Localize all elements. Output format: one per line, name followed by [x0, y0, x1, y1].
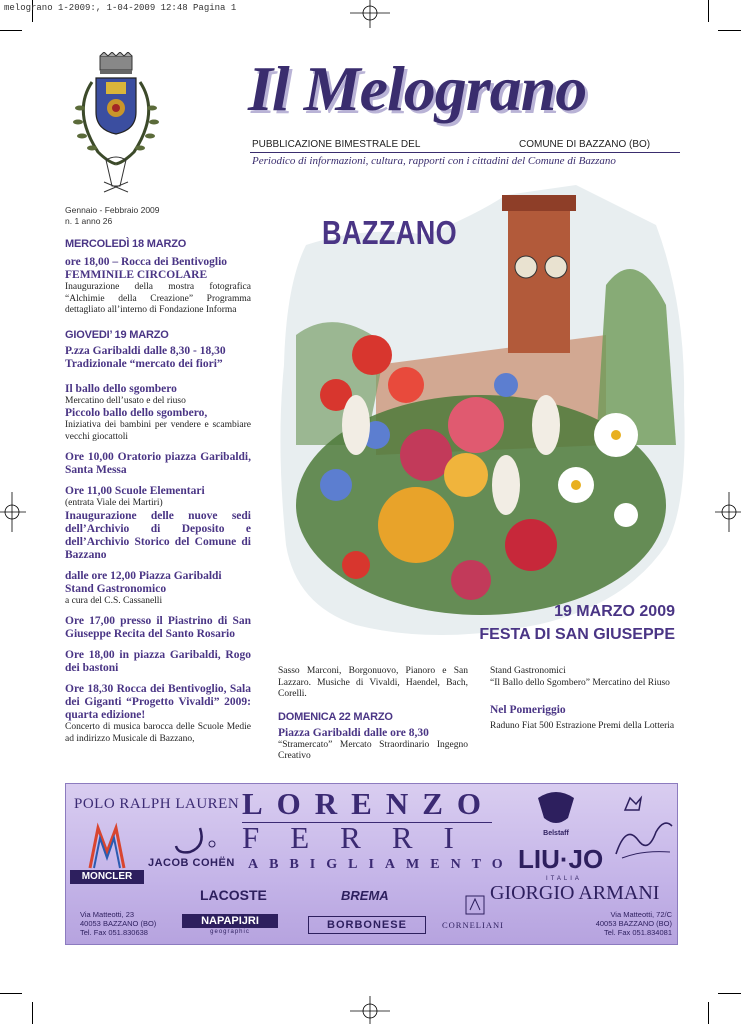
address-line: Via Matteotti, 23: [80, 910, 135, 919]
day-heading: DOMENICA 22 MARZO: [278, 710, 393, 723]
ad-address-left: [80, 910, 156, 937]
crop-mark: [708, 0, 709, 22]
advertisement-lorenzo-ferri: [65, 783, 678, 945]
event-title: Piccolo ballo dello sgombero,: [65, 407, 208, 419]
registration-mark-top: [350, 0, 390, 28]
masthead-title: Il Melograno: [248, 53, 587, 124]
event-body: Inaugurazione della mostra fotografica “Alchimie della Creazione” Programma dettagliato all’interno di Fondazione Informa: [65, 282, 251, 315]
brand-liujo: LIU·JO: [518, 844, 604, 874]
feature-place: BAZZANO: [322, 214, 458, 251]
brand-napapijri: NAPAPIJRI: [182, 914, 278, 928]
event-body: Stand Gastronomici: [490, 666, 566, 676]
events-column-right: [490, 666, 678, 733]
brand-belstaff: Belstaff: [543, 830, 569, 837]
event-body: Concerto di musica barocca delle Scuole Medie ad indirizzo Musicale di Bazzano,: [65, 722, 251, 744]
event-body: Iniziativa dei bambini per vendere e scambiare vecchi giocattoli: [65, 420, 251, 442]
feature-event: FESTA DI SAN GIUSEPPE: [479, 626, 675, 643]
address-line: Tel. Fax 051.834081: [604, 928, 672, 937]
brand-corneliani: CORNELIANI: [442, 920, 504, 930]
belstaff-eagle-icon: [534, 788, 578, 828]
event-title: dalle ore 12,00 Piazza Garibaldi Stand Gastronomico: [65, 569, 222, 595]
crop-mark: [718, 30, 741, 31]
registration-mark-left: [0, 492, 26, 532]
event-body: Mercatino dell’usato e del riuso: [65, 395, 186, 406]
crop-mark: [708, 1002, 709, 1024]
event-title: Ore 17,00 presso il Piastrino di San Giuseppe Recita del Santo Rosario: [65, 615, 251, 640]
event-body: “Il Ballo dello Sgombero” Mercatino del Riuso: [490, 677, 670, 688]
brand-lorenzo: LORENZO: [242, 786, 496, 821]
feature-date-block: [470, 600, 675, 646]
brand-abbigliamento: ABBIGLIAMENTO: [248, 857, 514, 872]
brand-giorgio-armani: GIORGIO ARMANI: [490, 882, 660, 904]
masthead-tagline: Periodico di informazioni, cultura, rapporti con i cittadini del Comune di Bazzano: [252, 155, 616, 167]
brand-ferri: FERRI: [242, 820, 485, 855]
event-title: P.zza Garibaldi dalle 8,30 - 18,30 Tradizionale “mercato dei fiori”: [65, 344, 226, 370]
events-column-middle: [278, 666, 468, 763]
masthead-subtitle-left: PUBBLICAZIONE BIMESTRALE DEL: [252, 139, 421, 150]
event-title: Ore 18,30 Rocca dei Bentivoglio, Sala dei Giganti “Progetto Vivaldi” 2009: quarta edizione!: [65, 683, 251, 721]
day-heading: GIOVEDI’ 19 MARZO: [65, 328, 169, 341]
scooter-emblem-icon: [622, 794, 644, 814]
events-column-left: [65, 238, 251, 745]
crop-mark: [0, 30, 22, 31]
event-title: Inaugurazione delle nuove sedi dell’Archivio di Deposito e dell’Archivio Storico del Comune di Bazzano: [65, 509, 251, 561]
script-brand-signature-icon: [612, 814, 676, 862]
corneliani-crest-icon: [464, 894, 486, 916]
brand-brema: BREMA: [341, 888, 389, 903]
event-body: (entrata Viale dei Martiri): [65, 498, 163, 508]
brand-borbonese: BORBONESE: [308, 916, 426, 934]
issue-number: n. 1 anno 26: [65, 216, 113, 226]
masthead-subtitle-right: COMUNE DI BAZZANO (BO): [519, 139, 651, 150]
crop-mark: [0, 993, 22, 994]
brand-lacoste: LACOSTE: [200, 887, 267, 903]
address-line: Tel. Fax 051.830638: [80, 928, 148, 937]
event-body: “Stramercato” Mercato Straordinario Ingegno Creativo: [278, 739, 468, 761]
feature-date: 19 MARZO 2009: [554, 603, 675, 620]
moncler-logo-icon: [86, 822, 128, 870]
brand-moncler: MONCLER: [70, 870, 144, 884]
event-body: a cura del C.S. Cassanelli: [65, 595, 163, 606]
jacob-cohen-logo-icon: [172, 826, 216, 856]
event-body: Raduno Fiat 500 Estrazione Premi della Lotteria: [490, 721, 675, 731]
coat-of-arms-emblem: [66, 52, 166, 197]
issue-info: [65, 205, 160, 227]
day-heading: MERCOLEDÌ 18 MARZO: [65, 238, 187, 250]
brand-polo-ralph-lauren: POLO RALPH LAUREN: [74, 796, 240, 812]
event-title: Nel Pomeriggio: [490, 704, 566, 716]
event-title: Ore 18,00 in piazza Garibaldi, Rogo dei bastoni: [65, 649, 251, 674]
brand-liujo-sub: ITALIA: [546, 876, 582, 882]
event-title: ore 18,00 – Rocca dei Bentivoglio FEMMINILE CIRCOLARE: [65, 256, 228, 281]
issue-date: Gennaio - Febbraio 2009: [65, 205, 160, 215]
event-title: Il ballo dello sgombero: [65, 382, 177, 395]
masthead-rule: [250, 152, 680, 153]
address-line: Via Matteotti, 72/C: [610, 910, 672, 919]
print-slug: melograno 1-2009:, 1-04-2009 12:48 Pagina 1: [4, 3, 237, 13]
ad-address-right: [586, 910, 672, 937]
event-body: Sasso Marconi, Borgonuovo, Pianoro e San Lazzaro. Musiche di Vivaldi, Haendel, Bach, Corelli.: [278, 666, 468, 699]
address-line: 40053 BAZZANO (BO): [595, 919, 672, 928]
address-line: 40053 BAZZANO (BO): [80, 919, 157, 928]
crop-mark: [32, 1002, 33, 1024]
brand-napapijri-sub: geographic: [210, 929, 250, 935]
crop-mark: [718, 993, 741, 994]
event-title: Ore 10,00 Oratorio piazza Garibaldi, Santa Messa: [65, 451, 251, 476]
registration-mark-right: [715, 492, 741, 532]
event-title: Piazza Garibaldi dalle ore 8,30: [278, 726, 429, 739]
event-title: Ore 11,00 Scuole Elementari: [65, 485, 205, 497]
registration-mark-bottom: [350, 996, 390, 1024]
brand-jacob-cohen: JACOB COHËN: [148, 857, 235, 869]
festival-painting: [276, 185, 688, 645]
